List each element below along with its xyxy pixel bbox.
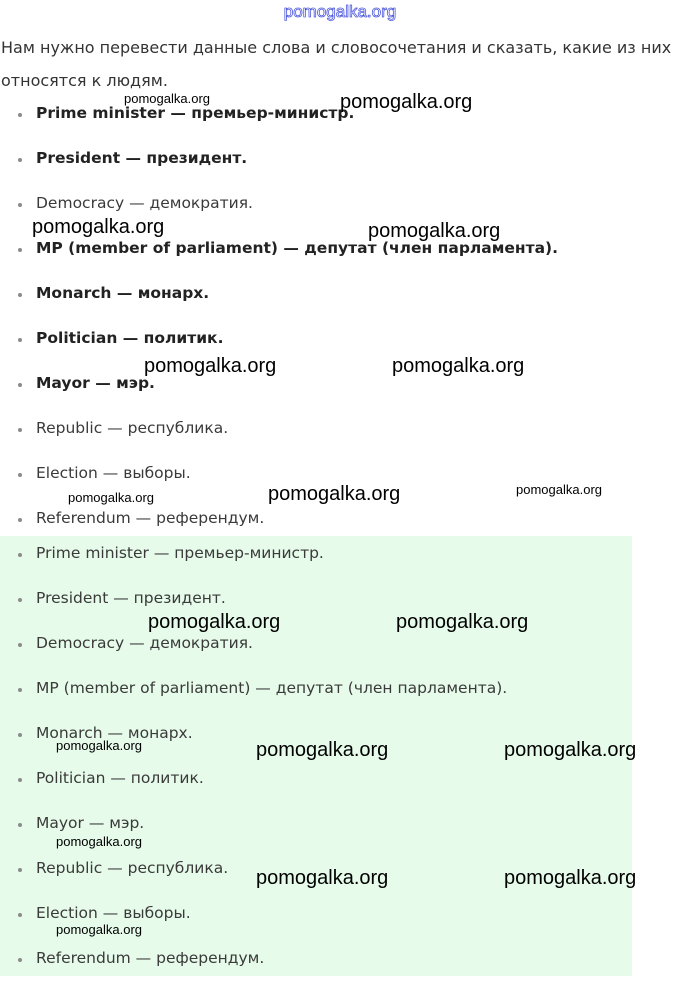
list-item: Referendum — референдум. (0, 936, 632, 981)
list-item: Monarch — монарх. (0, 271, 680, 316)
list-item: Election — выборы. (0, 451, 680, 496)
watermark: pomogalka.org (392, 355, 525, 377)
list-item: Politician — политик. (0, 756, 632, 801)
list-item: MP (member of parliament) — депутат (член парламента). (0, 226, 680, 271)
watermark: pomogalka.org (144, 355, 277, 377)
list-item: Mayor — мэр. (0, 361, 680, 406)
watermark: pomogalka.org (32, 216, 165, 238)
watermark: pomogalka.org (396, 611, 529, 633)
watermark: pomogalka.org (68, 490, 154, 505)
list-item: Mayor — мэр. (0, 801, 632, 846)
watermark: pomogalka.org (56, 922, 142, 937)
list-item: Referendum — референдум. (0, 496, 680, 541)
watermark: pomogalka.org (516, 482, 602, 497)
list-item: Republic — республика. (0, 846, 632, 891)
watermark: pomogalka.org (124, 91, 210, 106)
watermark: pomogalka.org (56, 834, 142, 849)
list-item: MP (member of parliament) — депутат (член парламента). (0, 666, 632, 711)
answer-list-marked (0, 91, 680, 541)
list-item: Prime minister — премьер-министр. (0, 531, 632, 576)
site-header-logo[interactable]: pomogalka.org (283, 2, 397, 21)
list-item: President — президент. (0, 136, 680, 181)
watermark: pomogalka.org (268, 483, 401, 505)
list-item: Election — выборы. (0, 891, 632, 936)
watermark: pomogalka.org (256, 867, 389, 889)
watermark: pomogalka.org (340, 91, 473, 113)
list-item: Democracy — демократия. (0, 621, 632, 666)
list-item: Prime minister — премьер-министр. (0, 91, 680, 136)
watermark: pomogalka.org (368, 220, 501, 242)
watermark: pomogalka.org (148, 611, 281, 633)
list-item: Democracy — демократия. (0, 181, 680, 226)
watermark: pomogalka.org (504, 739, 637, 761)
list-item: President — президент. (0, 576, 632, 621)
watermark: pomogalka.org (504, 867, 637, 889)
list-item: Republic — республика. (0, 406, 680, 451)
intro-paragraph: Нам нужно перевести данные слова и словосочетания и сказать, какие из них относятся к людям. (1, 38, 672, 90)
watermark: pomogalka.org (256, 739, 389, 761)
list-item: Politician — политик. (0, 316, 680, 361)
list-item: Monarch — монарх. (0, 711, 632, 756)
watermark: pomogalka.org (56, 738, 142, 753)
